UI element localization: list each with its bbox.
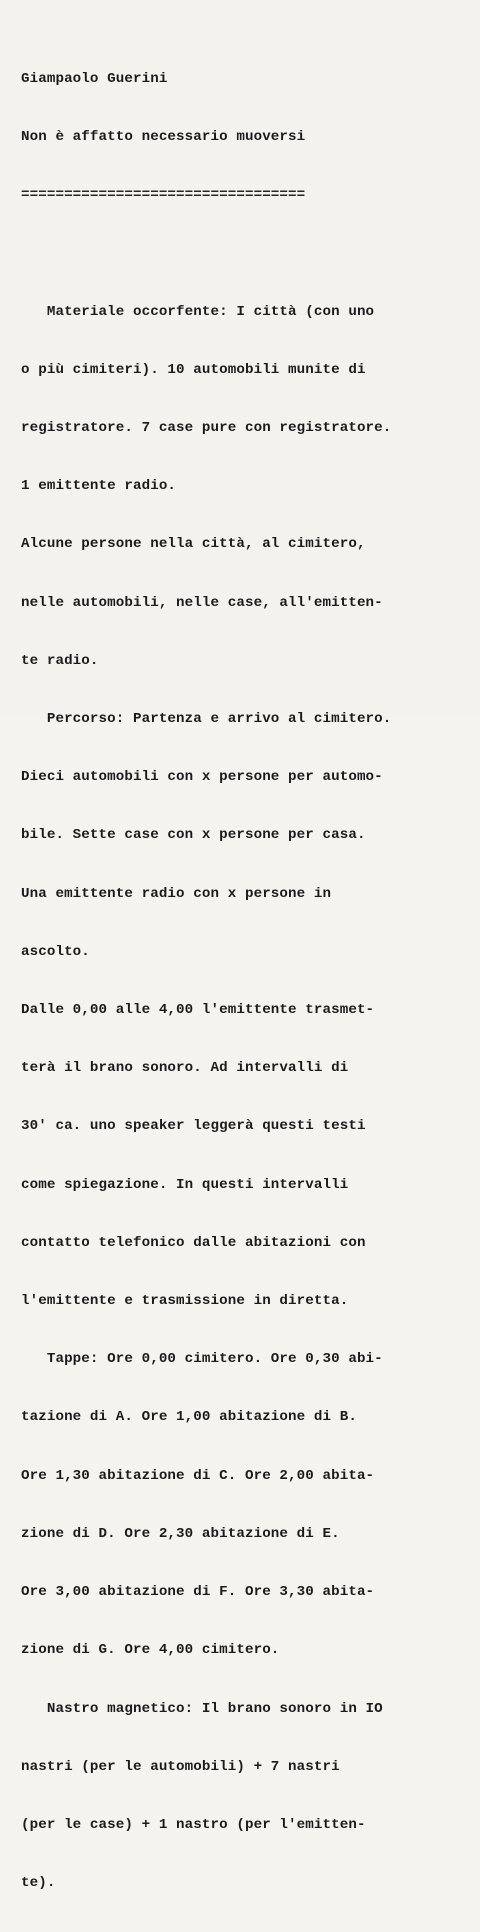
body-line: tazione di A. Ore 1,00 abitazione di B. (21, 1409, 357, 1426)
title-underline-rule: ================================= (21, 187, 306, 204)
body-line: l'emittente e trasmissione in diretta. (21, 1293, 349, 1310)
body-line: Tappe: Ore 0,00 cimitero. Ore 0,30 abi- (21, 1351, 383, 1368)
body-line: Una emittente radio con x persone in (21, 885, 332, 902)
author-line: Giampaolo Guerini (21, 70, 168, 87)
body-line: terà il brano sonoro. Ad intervalli di (21, 1060, 349, 1077)
body-line: Ore 3,00 abitazione di F. Ore 3,30 abita- (21, 1584, 375, 1601)
title-line: Non è affatto necessario muoversi (21, 129, 306, 146)
body-line: nelle automobili, nelle case, all'emitten- (21, 594, 383, 611)
body-line: zione di D. Ore 2,30 abitazione di E. (21, 1525, 340, 1542)
blank-line (21, 244, 471, 263)
body-line: bile. Sette case con x persone per casa. (21, 827, 366, 844)
body-line: ascolto. (21, 943, 90, 960)
body-line: Dalle 0,00 alle 4,00 l'emittente trasmet- (21, 1002, 375, 1019)
body-line: te). (21, 1875, 56, 1892)
body-line: zione di G. Ore 4,00 cimitero. (21, 1642, 280, 1659)
body-line: contatto telefonico dalle abitazioni con (21, 1234, 366, 1251)
body-line: Nastro magnetico: Il brano sonoro in IO (21, 1700, 383, 1717)
body-line: Materiale occorfente: I città (con uno (21, 303, 375, 320)
body-line: registratore. 7 case pure con registratore. (21, 420, 392, 437)
body-line: o più cimiteri). 10 automobili munite di (21, 361, 366, 378)
body-line: te radio. (21, 652, 99, 669)
body-line: Percorso: Partenza e arrivo al cimitero. (21, 711, 392, 728)
typed-text (21, 31, 471, 1932)
body-line: Dieci automobili con x persone per automo- (21, 769, 383, 786)
body-line: 30' ca. uno speaker leggerà questi testi (21, 1118, 366, 1135)
body-line: Alcune persone nella città, al cimitero, (21, 536, 366, 553)
body-line: Ore 1,30 abitazione di C. Ore 2,00 abita- (21, 1467, 375, 1484)
body-line: come spiegazione. In questi intervalli (21, 1176, 349, 1193)
body-line: nastri (per le automobili) + 7 nastri (21, 1758, 340, 1775)
body-line: 1 emittente radio. (21, 478, 177, 495)
body-line: (per le case) + 1 nastro (per l'emitten- (21, 1816, 366, 1833)
